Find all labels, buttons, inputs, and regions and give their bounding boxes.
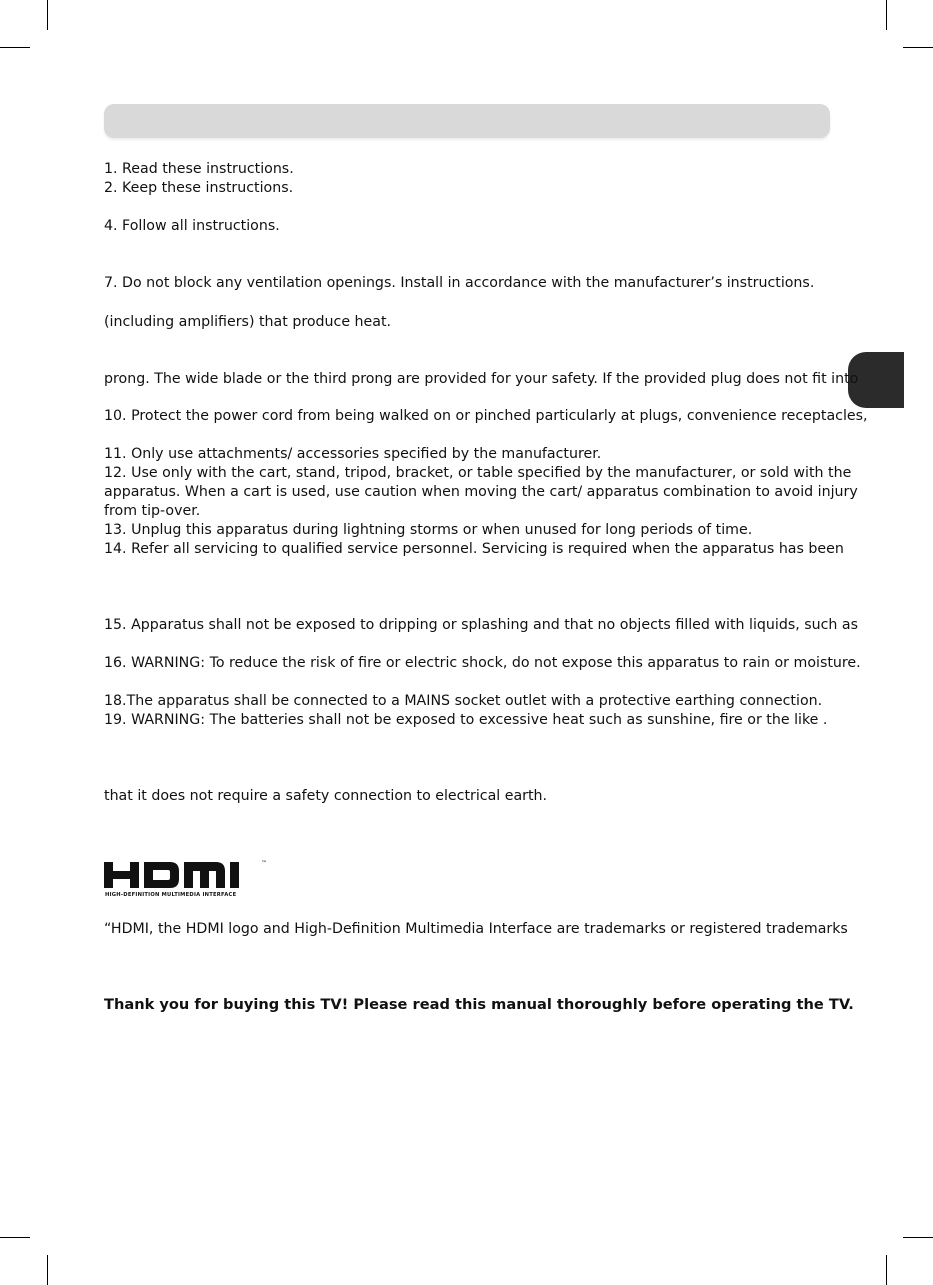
crop-mark [886, 1255, 887, 1285]
hdmi-tagline: HIGH-DEFINITION MULTIMEDIA INTERFACE [105, 892, 237, 898]
instruction-line: 2. Keep these instructions. [104, 180, 294, 196]
crop-mark [0, 1237, 30, 1238]
instruction-line: 16. WARNING: To reduce the risk of fire or electric shock, do not expose this apparatus to rain or moisture. [104, 655, 861, 671]
trademark-notice: “HDMI, the HDMI logo and High-Definition Multimedia Interface are trademarks or registered trademarks [104, 921, 848, 937]
crop-mark [886, 0, 887, 30]
instruction-line: 12. Use only with the cart, stand, tripod, bracket, or table specified by the manufacturer, or sold with the [104, 465, 852, 481]
instruction-line: 19. WARNING: The batteries shall not be exposed to excessive heat such as sunshine, fire or the like . [104, 712, 828, 728]
instruction-line: 13. Unplug this apparatus during lightning storms or when unused for long periods of time. [104, 522, 753, 538]
instruction-line: 14. Refer all servicing to qualified service personnel. Servicing is required when the apparatus has been [104, 541, 844, 557]
trademark-symbol: ™ [261, 860, 267, 867]
crop-mark [47, 1255, 48, 1285]
instruction-line: (including amplifiers) that produce heat. [104, 314, 392, 330]
hdmi-logo [104, 860, 270, 904]
instruction-line: from tip-over. [104, 503, 201, 519]
crop-mark [903, 1237, 933, 1238]
instruction-line: 10. Protect the power cord from being walked on or pinched particularly at plugs, convenience receptacles, [104, 408, 868, 424]
instruction-line: 1. Read these instructions. [104, 161, 294, 177]
crop-mark [47, 0, 48, 30]
instruction-line: 18.The apparatus shall be connected to a MAINS socket outlet with a protective earthing connection. [104, 693, 823, 709]
instruction-line: apparatus. When a cart is used, use caution when moving the cart/ apparatus combination to avoid injury [104, 484, 858, 500]
instruction-line: prong. The wide blade or the third prong are provided for your safety. If the provided plug does not fit into [104, 371, 859, 387]
crop-mark [0, 47, 30, 48]
section-header-bar [104, 104, 830, 138]
instruction-line: that it does not require a safety connection to electrical earth. [104, 788, 548, 804]
crop-mark [903, 47, 933, 48]
instruction-line: 11. Only use attachments/ accessories specified by the manufacturer. [104, 446, 602, 462]
instruction-line: 7. Do not block any ventilation openings. Install in accordance with the manufacturer’s instructions. [104, 275, 815, 291]
instruction-line: 15. Apparatus shall not be exposed to dripping or splashing and that no objects filled with liquids, such as [104, 617, 859, 633]
instruction-line: 4. Follow all instructions. [104, 218, 280, 234]
hdmi-wordmark [104, 860, 260, 890]
thank-you-message: Thank you for buying this TV! Please read this manual thoroughly before operating the TV. [104, 996, 854, 1013]
